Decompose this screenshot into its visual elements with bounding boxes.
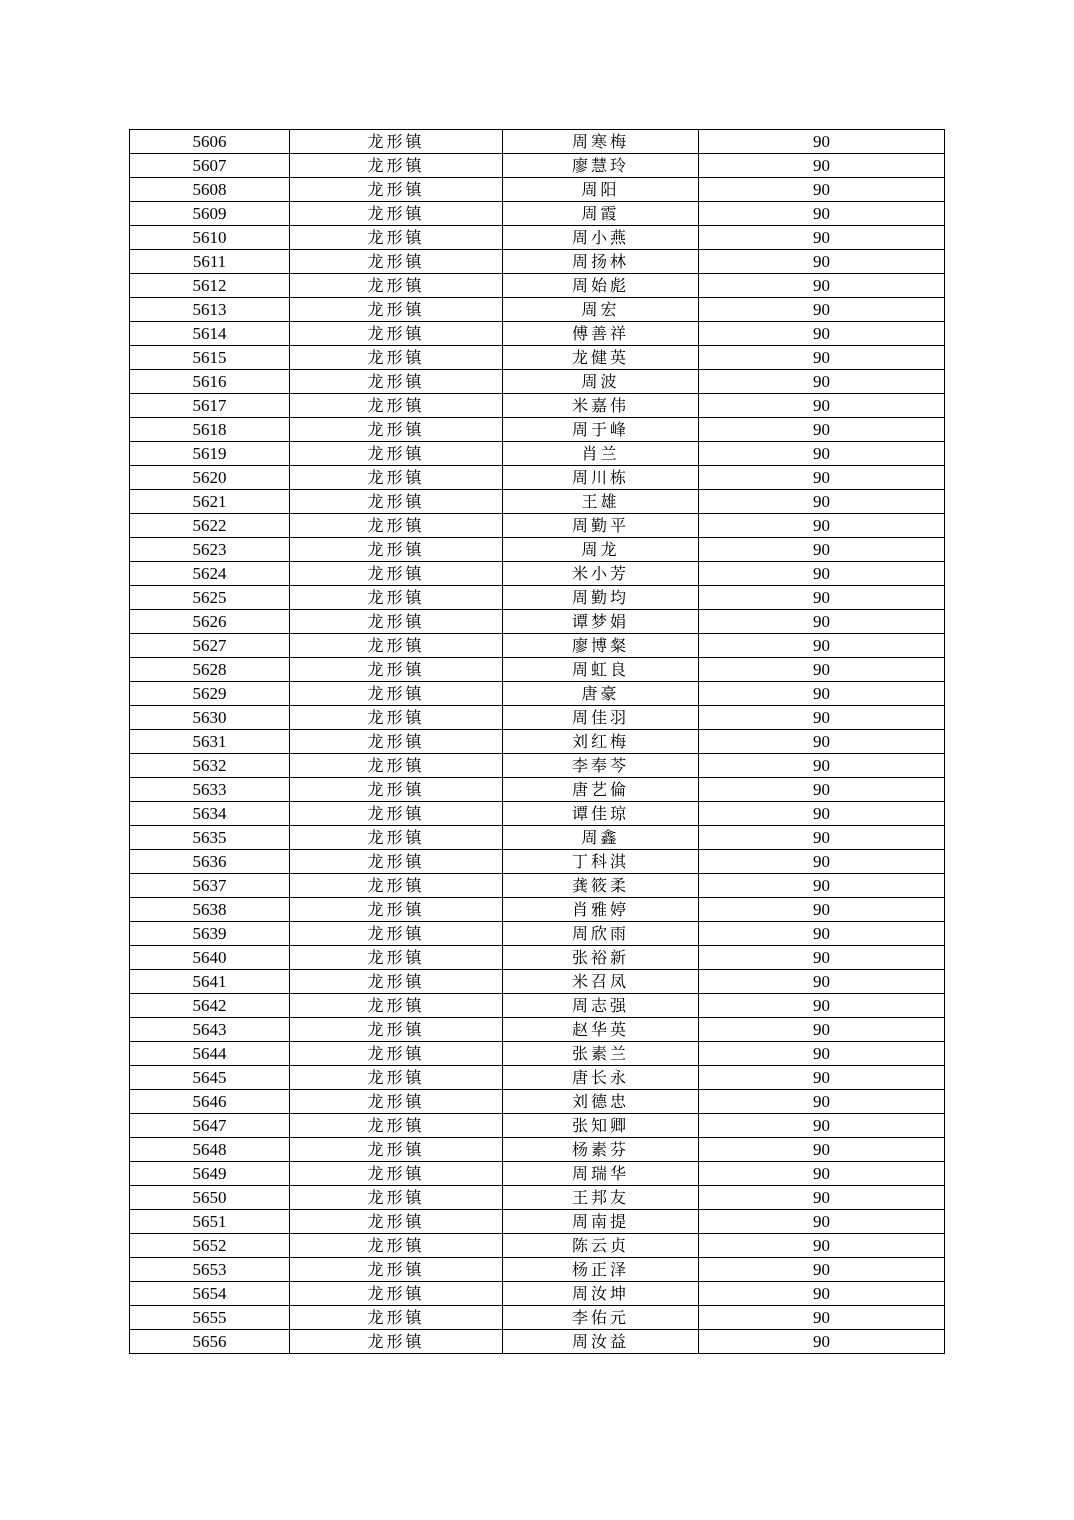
town-cell: 龙形镇 [290,490,503,514]
row-number-cell: 5630 [130,706,290,730]
score-cell: 90 [699,1162,945,1186]
row-number-cell: 5620 [130,466,290,490]
row-number-cell: 5615 [130,346,290,370]
score-cell: 90 [699,154,945,178]
town-cell: 龙形镇 [290,1090,503,1114]
name-cell: 龙健英 [503,346,699,370]
row-number-cell: 5606 [130,130,290,154]
table-row [130,370,945,394]
score-cell: 90 [699,946,945,970]
town-cell: 龙形镇 [290,970,503,994]
row-number-cell: 5625 [130,586,290,610]
table-row [130,1186,945,1210]
table-row [130,274,945,298]
row-number-cell: 5647 [130,1114,290,1138]
row-number-cell: 5648 [130,1138,290,1162]
table-row [130,130,945,154]
name-cell: 周波 [503,370,699,394]
name-cell: 周勤均 [503,586,699,610]
name-cell: 王雄 [503,490,699,514]
name-cell: 周川栋 [503,466,699,490]
town-cell: 龙形镇 [290,394,503,418]
row-number-cell: 5643 [130,1018,290,1042]
name-cell: 周小燕 [503,226,699,250]
town-cell: 龙形镇 [290,250,503,274]
row-number-cell: 5639 [130,922,290,946]
score-cell: 90 [699,1066,945,1090]
name-cell: 唐艺倫 [503,778,699,802]
table-row [130,1138,945,1162]
name-cell: 周南提 [503,1210,699,1234]
table-row [130,178,945,202]
row-number-cell: 5640 [130,946,290,970]
table-row [130,514,945,538]
row-number-cell: 5645 [130,1066,290,1090]
name-cell: 李佑元 [503,1306,699,1330]
town-cell: 龙形镇 [290,1018,503,1042]
row-number-cell: 5621 [130,490,290,514]
town-cell: 龙形镇 [290,1114,503,1138]
table-row [130,1210,945,1234]
row-number-cell: 5635 [130,826,290,850]
name-cell: 唐豪 [503,682,699,706]
row-number-cell: 5623 [130,538,290,562]
roster-table [129,129,945,1354]
name-cell: 周志强 [503,994,699,1018]
score-cell: 90 [699,130,945,154]
town-cell: 龙形镇 [290,586,503,610]
row-number-cell: 5631 [130,730,290,754]
name-cell: 张知卿 [503,1114,699,1138]
score-cell: 90 [699,226,945,250]
score-cell: 90 [699,370,945,394]
town-cell: 龙形镇 [290,898,503,922]
table-row [130,1090,945,1114]
score-cell: 90 [699,1114,945,1138]
name-cell: 廖慧玲 [503,154,699,178]
table-row [130,1042,945,1066]
score-cell: 90 [699,418,945,442]
town-cell: 龙形镇 [290,610,503,634]
name-cell: 王邦友 [503,1186,699,1210]
town-cell: 龙形镇 [290,850,503,874]
table-row [130,706,945,730]
table-row [130,466,945,490]
score-cell: 90 [699,706,945,730]
town-cell: 龙形镇 [290,442,503,466]
score-cell: 90 [699,1186,945,1210]
row-number-cell: 5618 [130,418,290,442]
row-number-cell: 5619 [130,442,290,466]
table-row [130,1066,945,1090]
score-cell: 90 [699,1042,945,1066]
row-number-cell: 5656 [130,1330,290,1354]
score-cell: 90 [699,1306,945,1330]
score-cell: 90 [699,346,945,370]
roster-table-body [130,130,945,1354]
score-cell: 90 [699,754,945,778]
row-number-cell: 5651 [130,1210,290,1234]
row-number-cell: 5607 [130,154,290,178]
row-number-cell: 5617 [130,394,290,418]
town-cell: 龙形镇 [290,946,503,970]
town-cell: 龙形镇 [290,298,503,322]
row-number-cell: 5624 [130,562,290,586]
table-row [130,874,945,898]
row-number-cell: 5646 [130,1090,290,1114]
town-cell: 龙形镇 [290,634,503,658]
row-number-cell: 5641 [130,970,290,994]
table-row [130,994,945,1018]
name-cell: 周汝坤 [503,1282,699,1306]
score-cell: 90 [699,274,945,298]
score-cell: 90 [699,802,945,826]
town-cell: 龙形镇 [290,1306,503,1330]
name-cell: 米嘉伟 [503,394,699,418]
name-cell: 周虹良 [503,658,699,682]
score-cell: 90 [699,586,945,610]
score-cell: 90 [699,322,945,346]
table-row [130,562,945,586]
town-cell: 龙形镇 [290,658,503,682]
name-cell: 肖雅婷 [503,898,699,922]
table-row [130,154,945,178]
name-cell: 周霞 [503,202,699,226]
town-cell: 龙形镇 [290,466,503,490]
town-cell: 龙形镇 [290,754,503,778]
town-cell: 龙形镇 [290,130,503,154]
town-cell: 龙形镇 [290,994,503,1018]
row-number-cell: 5616 [130,370,290,394]
row-number-cell: 5610 [130,226,290,250]
row-number-cell: 5626 [130,610,290,634]
score-cell: 90 [699,490,945,514]
name-cell: 刘红梅 [503,730,699,754]
row-number-cell: 5622 [130,514,290,538]
row-number-cell: 5613 [130,298,290,322]
row-number-cell: 5614 [130,322,290,346]
name-cell: 周于峰 [503,418,699,442]
table-row [130,1018,945,1042]
score-cell: 90 [699,394,945,418]
table-row [130,946,945,970]
row-number-cell: 5652 [130,1234,290,1258]
name-cell: 周始彪 [503,274,699,298]
name-cell: 龚筱柔 [503,874,699,898]
score-cell: 90 [699,778,945,802]
name-cell: 周勤平 [503,514,699,538]
table-row [130,778,945,802]
town-cell: 龙形镇 [290,1186,503,1210]
town-cell: 龙形镇 [290,730,503,754]
name-cell: 刘德忠 [503,1090,699,1114]
score-cell: 90 [699,1282,945,1306]
table-row [130,658,945,682]
score-cell: 90 [699,538,945,562]
name-cell: 周欣雨 [503,922,699,946]
town-cell: 龙形镇 [290,346,503,370]
table-row [130,538,945,562]
town-cell: 龙形镇 [290,514,503,538]
table-row [130,826,945,850]
score-cell: 90 [699,826,945,850]
table-row [130,586,945,610]
score-cell: 90 [699,442,945,466]
score-cell: 90 [699,1090,945,1114]
town-cell: 龙形镇 [290,1042,503,1066]
row-number-cell: 5655 [130,1306,290,1330]
town-cell: 龙形镇 [290,1210,503,1234]
row-number-cell: 5611 [130,250,290,274]
score-cell: 90 [699,970,945,994]
score-cell: 90 [699,1234,945,1258]
table-row [130,802,945,826]
table-row [130,322,945,346]
row-number-cell: 5653 [130,1258,290,1282]
table-row [130,1234,945,1258]
score-cell: 90 [699,634,945,658]
row-number-cell: 5632 [130,754,290,778]
name-cell: 丁科淇 [503,850,699,874]
row-number-cell: 5644 [130,1042,290,1066]
score-cell: 90 [699,298,945,322]
row-number-cell: 5649 [130,1162,290,1186]
row-number-cell: 5638 [130,898,290,922]
table-row [130,250,945,274]
table-row [130,226,945,250]
table-row [130,1258,945,1282]
town-cell: 龙形镇 [290,682,503,706]
score-cell: 90 [699,1210,945,1234]
table-row [130,682,945,706]
name-cell: 谭佳琼 [503,802,699,826]
town-cell: 龙形镇 [290,178,503,202]
table-row [130,754,945,778]
town-cell: 龙形镇 [290,802,503,826]
town-cell: 龙形镇 [290,826,503,850]
table-row [130,898,945,922]
table-row [130,418,945,442]
row-number-cell: 5628 [130,658,290,682]
town-cell: 龙形镇 [290,202,503,226]
table-row [130,298,945,322]
score-cell: 90 [699,202,945,226]
town-cell: 龙形镇 [290,226,503,250]
town-cell: 龙形镇 [290,322,503,346]
table-row [130,970,945,994]
table-row [130,442,945,466]
name-cell: 周阳 [503,178,699,202]
name-cell: 李奉芩 [503,754,699,778]
town-cell: 龙形镇 [290,1066,503,1090]
score-cell: 90 [699,682,945,706]
table-row [130,730,945,754]
name-cell: 周寒梅 [503,130,699,154]
score-cell: 90 [699,1330,945,1354]
row-number-cell: 5612 [130,274,290,298]
table-row [130,610,945,634]
score-cell: 90 [699,250,945,274]
town-cell: 龙形镇 [290,922,503,946]
score-cell: 90 [699,1258,945,1282]
town-cell: 龙形镇 [290,1138,503,1162]
town-cell: 龙形镇 [290,778,503,802]
name-cell: 周鑫 [503,826,699,850]
score-cell: 90 [699,466,945,490]
table-row [130,394,945,418]
name-cell: 杨正泽 [503,1258,699,1282]
score-cell: 90 [699,850,945,874]
town-cell: 龙形镇 [290,418,503,442]
row-number-cell: 5633 [130,778,290,802]
score-cell: 90 [699,922,945,946]
score-cell: 90 [699,1138,945,1162]
score-cell: 90 [699,874,945,898]
name-cell: 肖兰 [503,442,699,466]
name-cell: 唐长永 [503,1066,699,1090]
name-cell: 杨素芬 [503,1138,699,1162]
name-cell: 周佳羽 [503,706,699,730]
row-number-cell: 5642 [130,994,290,1018]
score-cell: 90 [699,610,945,634]
table-row [130,922,945,946]
score-cell: 90 [699,1018,945,1042]
score-cell: 90 [699,178,945,202]
score-cell: 90 [699,730,945,754]
table-row [130,490,945,514]
town-cell: 龙形镇 [290,1162,503,1186]
table-row [130,1114,945,1138]
town-cell: 龙形镇 [290,274,503,298]
table-row [130,1162,945,1186]
row-number-cell: 5627 [130,634,290,658]
row-number-cell: 5629 [130,682,290,706]
name-cell: 米小芳 [503,562,699,586]
name-cell: 廖博粲 [503,634,699,658]
score-cell: 90 [699,562,945,586]
name-cell: 周扬林 [503,250,699,274]
town-cell: 龙形镇 [290,370,503,394]
name-cell: 傅善祥 [503,322,699,346]
name-cell: 赵华英 [503,1018,699,1042]
table-row [130,1306,945,1330]
name-cell: 周汝益 [503,1330,699,1354]
name-cell: 陈云贞 [503,1234,699,1258]
row-number-cell: 5609 [130,202,290,226]
name-cell: 张裕新 [503,946,699,970]
town-cell: 龙形镇 [290,1258,503,1282]
name-cell: 周龙 [503,538,699,562]
score-cell: 90 [699,514,945,538]
name-cell: 米召凤 [503,970,699,994]
town-cell: 龙形镇 [290,562,503,586]
town-cell: 龙形镇 [290,1234,503,1258]
town-cell: 龙形镇 [290,1330,503,1354]
row-number-cell: 5636 [130,850,290,874]
score-cell: 90 [699,658,945,682]
row-number-cell: 5637 [130,874,290,898]
score-cell: 90 [699,898,945,922]
table-row [130,850,945,874]
table-row [130,1282,945,1306]
name-cell: 周宏 [503,298,699,322]
table-row [130,634,945,658]
name-cell: 周瑞华 [503,1162,699,1186]
table-row [130,1330,945,1354]
name-cell: 谭梦娟 [503,610,699,634]
town-cell: 龙形镇 [290,706,503,730]
row-number-cell: 5654 [130,1282,290,1306]
table-row [130,346,945,370]
row-number-cell: 5608 [130,178,290,202]
name-cell: 张素兰 [503,1042,699,1066]
town-cell: 龙形镇 [290,874,503,898]
town-cell: 龙形镇 [290,154,503,178]
row-number-cell: 5634 [130,802,290,826]
score-cell: 90 [699,994,945,1018]
town-cell: 龙形镇 [290,1282,503,1306]
town-cell: 龙形镇 [290,538,503,562]
table-row [130,202,945,226]
row-number-cell: 5650 [130,1186,290,1210]
